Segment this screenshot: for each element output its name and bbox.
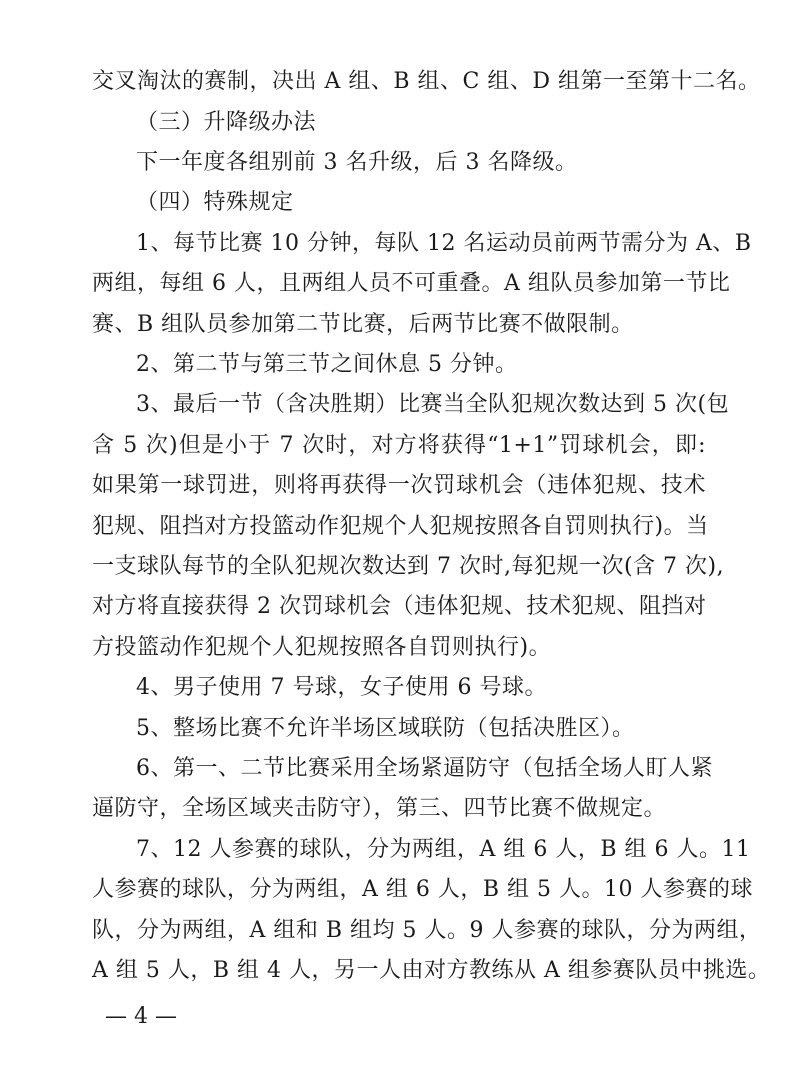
text-line-9: 3、最后一节（含决胜期）比赛当全队犯规次数达到 5 次(包	[136, 392, 730, 417]
text-line-21: 人参赛的球队，分为两组，A 组 6 人，B 组 5 人。10 人参赛的球	[92, 877, 753, 902]
text-line-15: 方投篮动作犯规个人犯规按照各自罚则执行)。	[92, 635, 552, 660]
text-line-7: 赛、B 组队员参加第二节比赛，后两节比赛不做限制。	[92, 312, 634, 337]
text-line-20: 7、12 人参赛的球队，分为两组，A 组 6 人，B 组 6 人。11	[136, 837, 751, 862]
text-line-10: 含 5 次)但是小于 7 次时，对方将获得“1+1”罚球机会，即:	[92, 433, 706, 458]
text-line-11: 如果第一球罚进，则将再获得一次罚球机会（违体犯规、技术	[92, 473, 706, 498]
section-heading-4: （四）特殊规定	[136, 190, 294, 215]
section-heading-3: （三）升降级办法	[136, 110, 317, 135]
text-line-5: 1、每节比赛 10 分钟，每队 12 名运动员前两节需分为 A、B	[136, 231, 752, 256]
text-line-12: 犯规、阻挡对方投篮动作犯规个人犯规按照各自罚则执行)。当	[92, 514, 709, 539]
text-line-1: 交叉淘汰的赛制，决出 A 组、B 组、C 组、D 组第一至第十二名。	[92, 69, 761, 94]
text-line-16: 4、男子使用 7 号球，女子使用 6 号球。	[136, 675, 547, 700]
text-line-19: 逼防守，全场区域夹击防守），第三、四节比赛不做规定。	[92, 796, 667, 821]
text-line-13: 一支球队每节的全队犯规次数达到 7 次时,每犯规一次(含 7 次),	[92, 554, 725, 579]
text-line-17: 5、整场比赛不允许半场区域联防（包括决胜区）。	[136, 716, 635, 741]
text-line-18: 6、第一、二节比赛采用全场紧逼防守（包括全场人盯人紧	[136, 756, 713, 781]
text-line-14: 对方将直接获得 2 次罚球机会（违体犯规、技术犯规、阻挡对	[92, 594, 707, 619]
text-line-3: 下一年度各组别前 3 名升级，后 3 名降级。	[136, 150, 578, 175]
text-line-6: 两组，每组 6 人，且两组人员不可重叠。A 组队员参加第一节比	[92, 271, 731, 296]
text-line-8: 2、第二节与第三节之间休息 5 分钟。	[136, 352, 518, 377]
page-number: — 4 —	[105, 1004, 177, 1029]
text-line-22: 队，分为两组，A 组和 B 组均 5 人。9 人参赛的球队，分为两组，	[92, 918, 762, 943]
text-line-23: A 组 5 人，B 组 4 人，另一人由对方教练从 A 组参赛队员中挑选。	[92, 958, 771, 983]
